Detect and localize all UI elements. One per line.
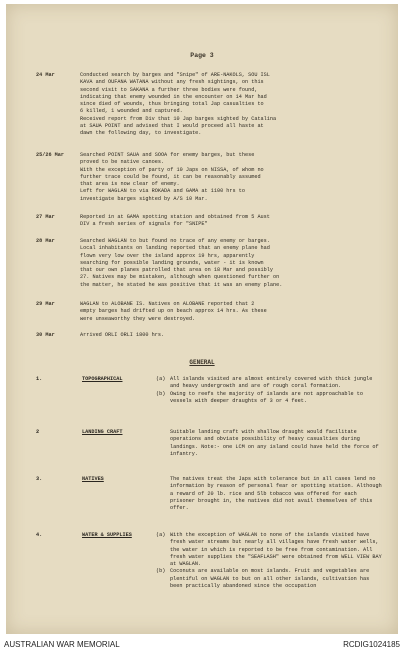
section-body	[156, 476, 382, 512]
section-number: 2	[36, 429, 40, 435]
entry-line: WAGLAN to ALOBANE IS. Natives on ALOBANE reported that 2	[80, 301, 255, 307]
section-item	[156, 391, 382, 406]
section-number: 1.	[36, 376, 43, 382]
entry-line: searching for possible landing grounds, water - it is known	[80, 259, 264, 266]
entry-line: Searched POINT SAUA and SOOA for enemy barges, but these	[80, 152, 255, 158]
entry-date: 25/26 Mar	[36, 152, 65, 158]
footer-record-id: RCDIG1024185	[343, 640, 400, 649]
appendix-section	[36, 532, 382, 590]
entry-date: 28 Mar	[36, 238, 55, 244]
section-number: 4.	[36, 532, 43, 538]
entry-line: KAVA and OUFANA WATANA without any fresh sightings, on this	[80, 79, 264, 86]
section-body	[156, 376, 382, 405]
entry-line: With the exception of party of 10 Japs on NISSA, of whom no	[80, 166, 264, 173]
item-marker: (b)	[156, 390, 166, 397]
entry-line: further trace could be found, it can be reasonably assumed	[80, 173, 261, 180]
section-item	[156, 376, 382, 391]
entry-line: Reported in at GAMA spotting station and obtained from 5 Aust	[80, 214, 270, 220]
item-text: All islands visited are almost entirely covered with thick jungle and heavy undergrowth and are of rough coral formation.	[170, 376, 373, 390]
entry-line: Searched WAGLAN to but found no trace of any enemy or barges.	[80, 238, 270, 244]
appendix-section	[36, 376, 382, 405]
item-text: The natives treat the Japs with tolerance but in all cases lend no information by reason of personal fear or spotting station. Although a reward of 20 lb. rice and 5lb tobacco was offered for each prisoner brought in, the natives did not avail themselves of this offer.	[170, 476, 382, 512]
entry-line: were unseaworthy they were destroyed.	[80, 315, 196, 322]
section-title: LANDING CRAFT	[82, 429, 123, 435]
entry-text	[80, 238, 382, 289]
item-text: Suitable landing craft with shallow draught would facilitate operations and obviate possibility of heavy casualties during landings. Note:- one LCM on any island could have held the force of infantry.	[170, 429, 379, 457]
section-item	[156, 568, 382, 590]
entry-line: Received report from Div that 10 Jap barges sighted by Catalina	[80, 115, 277, 122]
section-body	[156, 429, 382, 458]
entry-text	[80, 72, 382, 138]
diary-entry	[36, 214, 382, 229]
entry-line: second visit to SAKANA a further three bodies were found,	[80, 86, 258, 93]
entry-line: since died of wounds, thus bringing total Jap casualties to	[80, 101, 264, 108]
diary-entry	[36, 72, 382, 138]
entry-line: DIV a fresh series of signals for "SNIPE"	[80, 221, 208, 228]
entry-text	[80, 332, 382, 339]
entry-line: at SAUA POINT and advised that I would proceed all haste at	[80, 123, 264, 130]
section-item	[156, 532, 382, 568]
entry-line: flown very low over the island approx 19 hrs, apparently	[80, 252, 255, 259]
appendix-heading: GENERAL	[189, 359, 215, 366]
diary-entry	[36, 301, 382, 323]
section-number: 3.	[36, 476, 43, 482]
entry-line: investigate barges sighted by A/S 10 Mar.	[80, 195, 208, 202]
entry-line: indicating that enemy wounded in the encounter on 14 Mar had	[80, 93, 267, 100]
entry-text	[80, 152, 382, 203]
item-text: With the exception of WAGLAN to none of the islands visited have fresh water streams but nearly all villages have fresh water wells, the water in which is reported to be free from contamination. All fresh water supplies the "SEAFLASH" were obtained from WELL VIEW BAY at WAGLAN.	[170, 532, 382, 568]
entry-line: Arrived ORLI ORLI 1800 hrs.	[80, 332, 165, 338]
entry-line: that our own planes patrolled that area on 18 Mar and possibly	[80, 267, 274, 274]
entry-line: Local inhabitants on landing reported that an enemy plane had	[80, 245, 270, 252]
diary-entry	[36, 152, 382, 203]
item-text: Coconuts are available on most islands. Fruit and vegetables are plentiful on WAGLAN to but on all other islands, cultivation has been practically abandoned since the occupation	[170, 568, 370, 590]
entry-text	[80, 301, 382, 323]
section-title: NATIVES	[82, 476, 104, 482]
diary-entry	[36, 332, 382, 339]
item-marker: (a)	[156, 376, 166, 382]
document-page	[6, 4, 398, 634]
appendix-section	[36, 476, 382, 512]
section-item	[156, 476, 382, 512]
entry-line: proved to be native canoes.	[80, 159, 165, 166]
diary-entry	[36, 238, 382, 289]
entry-line: that area is now clear of enemy.	[80, 181, 180, 188]
item-marker: (a)	[156, 532, 166, 538]
entry-date: 24 Mar	[36, 72, 55, 78]
section-item	[156, 429, 382, 458]
section-title: WATER & SUPPLIES	[82, 532, 132, 538]
entry-line: 6 killed, 1 wounded and captured.	[80, 108, 183, 115]
entry-line: empty barges had drifted up on beach approx 14 hrs. As these	[80, 308, 267, 315]
entry-line: Left for WAGLAN to via ROKADA and GAMA at 1100 hrs to	[80, 188, 245, 195]
section-title: TOPOGRAPHICAL	[82, 376, 123, 382]
footer-source: AUSTRALIAN WAR MEMORIAL	[4, 640, 120, 649]
entry-line: dawn the following day, to investigate.	[80, 130, 202, 137]
entry-date: 30 Mar	[36, 332, 55, 338]
entry-line: 27. Natives may be mistaken, although when questioned further on	[80, 274, 280, 281]
appendix-section	[36, 429, 382, 458]
section-body	[156, 532, 382, 590]
entry-line: the matter, he stated he was positive that it was an enemy plane.	[80, 281, 283, 288]
entry-text	[80, 214, 382, 229]
entry-date: 29 Mar	[36, 301, 55, 307]
entry-date: 27 Mar	[36, 214, 55, 220]
item-marker: (b)	[156, 568, 166, 575]
archive-footer	[0, 637, 404, 653]
entry-line: Conducted search by barges and "Snipe" of ARE-NAKOLS, SOU ISL	[80, 72, 270, 78]
item-text: Owing to reefs the majority of islands are not approachable to vessels with deeper draughts of 3 or 4 feet.	[170, 390, 364, 404]
page-number: Page 3	[190, 52, 214, 59]
